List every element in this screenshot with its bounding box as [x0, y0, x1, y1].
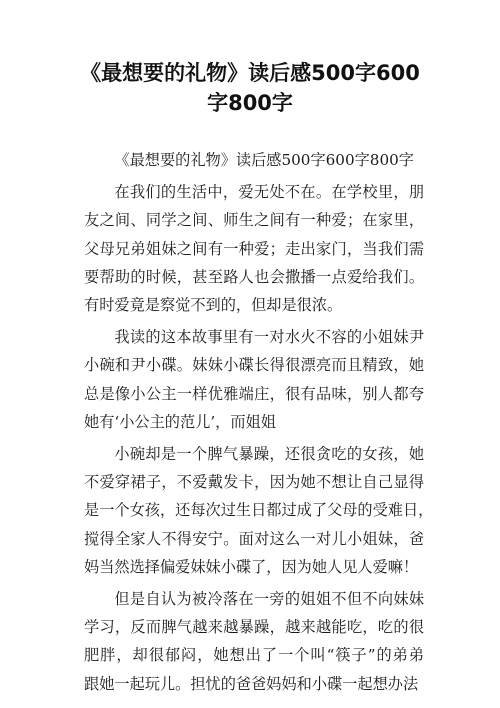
- paragraph-line: 在我们的生活中，爱无处不在。在学校里，朋: [114, 183, 424, 202]
- paragraph: [84, 323, 424, 436]
- paragraph: [84, 440, 434, 581]
- paragraph-line: 不爱穿裙子，不爱戴发卡，因为她不想让自己显得: [84, 473, 424, 492]
- paragraph-line: 但是自认为被冷落在一旁的姐姐不但不向妹妹: [114, 590, 424, 609]
- paragraph-line: 肥胖，却很郁闷，她想出了一个叫“筷子”的弟弟: [84, 646, 424, 665]
- document-title-line-2: 字800字: [207, 91, 293, 115]
- paragraph-line: 我读的这本故事里有一对水火不容的小姐妹尹: [114, 328, 424, 347]
- paragraph-line: 小碗和尹小碟。妹妹小碟长得很漂亮而且精致，她: [84, 356, 424, 375]
- paragraph-line: 她有‘小公主的范儿’，而姐姐: [84, 412, 276, 431]
- paragraph-line: 跟她一起玩儿。担忧的爸爸妈妈和小碟一起想办法: [84, 674, 419, 693]
- paragraph-line: 要帮助的时候，甚至路人也会撒播一点爱给我们。: [84, 267, 424, 286]
- paragraph-line: 总是像小公主一样优雅端庄，很有品味，别人都夸: [84, 384, 424, 403]
- paragraph-line: 是一个女孩，还每次过生日都过成了父母的受难日，: [84, 501, 434, 520]
- paragraph: [84, 585, 424, 698]
- paragraph-line: 学习，反而脾气越来越暴躁，越来越能吃，吃的很: [84, 618, 424, 637]
- paragraph-line: 友之间、同学之间、师生之间有一种爱；在家里，: [84, 211, 424, 230]
- paragraph: [84, 178, 424, 319]
- paragraph-line: 妈当然选择偏爱妹妹小碟了，因为她人见人爱嘛！: [84, 557, 419, 576]
- document-title-line-1: 《最想要的礼物》读后感500字600: [80, 61, 420, 85]
- document-body: [84, 146, 434, 702]
- paragraph: [84, 146, 424, 174]
- paragraph-line: 搅得全家人不得安宁。面对这么一对儿小姐妹，爸: [84, 529, 424, 548]
- paragraph-line: 《最想要的礼物》读后感500字600字800字: [114, 151, 414, 169]
- paragraph-line: 有时爱竟是察觉不到的，但却是很浓。: [84, 296, 343, 315]
- paragraph-line: 父母兄弟姐妹之间有一种爱；走出家门，当我们需: [84, 239, 424, 258]
- paragraph-line: 小碗却是一个脾气暴躁，还很贪吃的女孩，她: [114, 445, 424, 464]
